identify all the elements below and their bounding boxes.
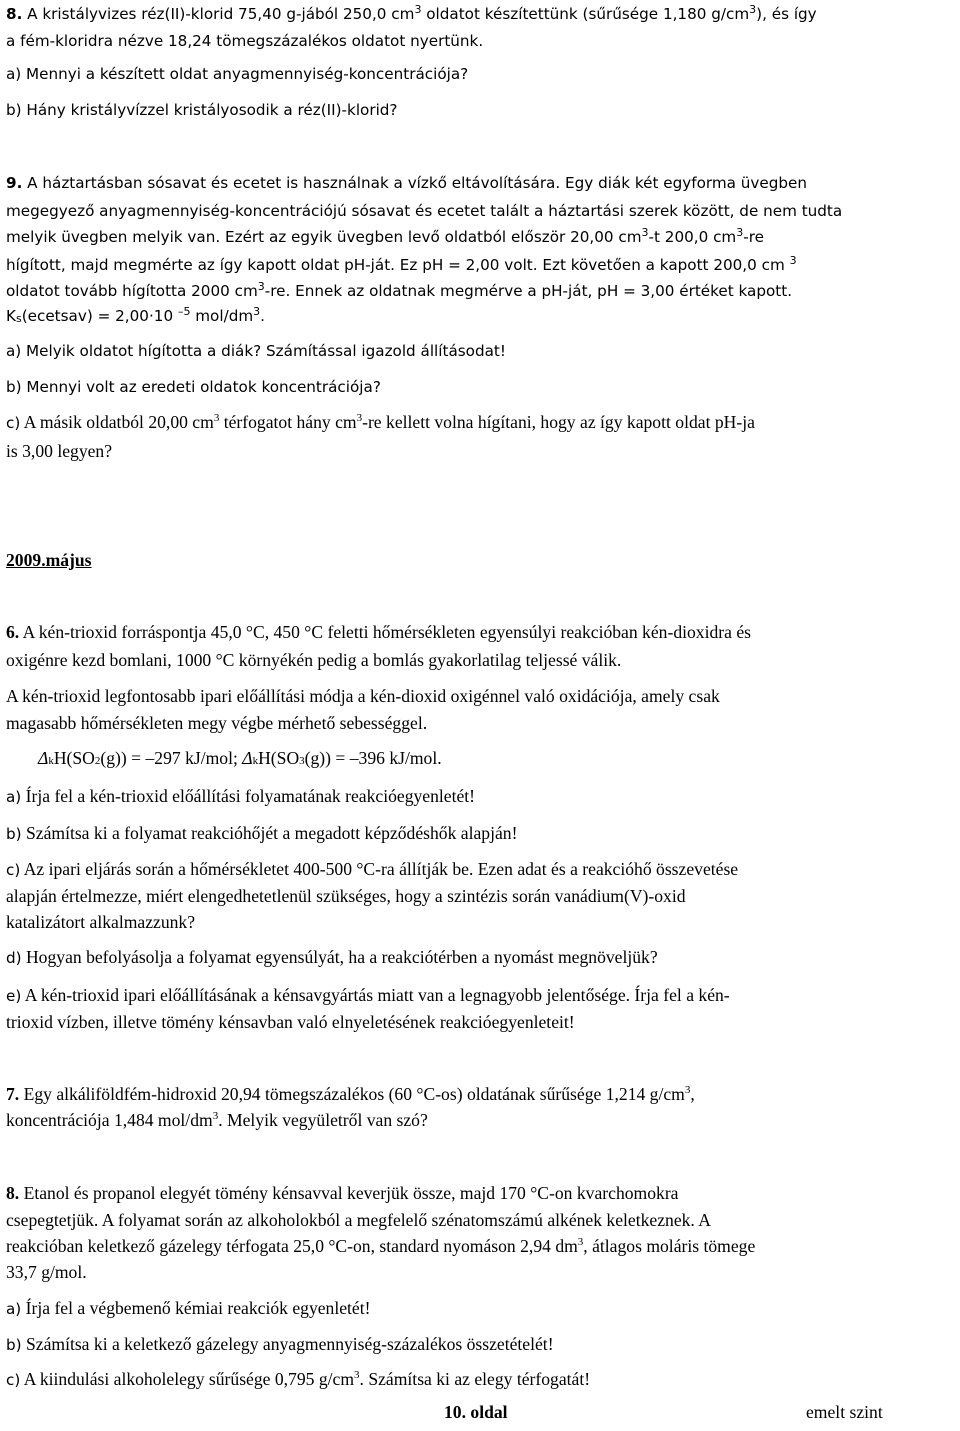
p9-line4: hígított, majd megmérte az így kapott oldat pH-ját. Ez pH = 2,00 volt. Ezt követően a kapott 200,0 cm $^3$ <box>6 254 797 274</box>
p6-line4: magasabb hőmérsékleten megy végbe mérhető sebességgel. <box>6 713 428 733</box>
p9-line5: oldatot tovább hígította 2000 $cm^3-re$. Ennek az oldatnak megmérve a pH-ját, pH = 3,00 értéket kapott. <box>6 280 793 300</box>
p9-question-c-line1: c) A másik oldatból 20,00 $cm^3$ térfogatot hány $cm^3-re$ kellett volna hígítani, hogy az így kapott oldat pH-ja <box>6 412 755 432</box>
p8b-question-b: b) Számítsa ki a keletkező gázelegy anyagmennyiség-százalékos összetételét! <box>6 1334 554 1354</box>
p9-question-c-line2: is 3,00 legyen? <box>6 441 113 461</box>
p8b-line4: 33,7 g/mol. <box>6 1262 87 1282</box>
p8b-question-c: c) A kiindulási alkoholelegy sűrűsége 0,795 $g/cm^3$. Számítsa ki az elegy térfogatát! <box>6 1369 591 1389</box>
p8-line1: 8. A kristályvizes réz(II)-klorid 75,40 g-jából 250,0 $cm^3$ oldatot készítettünk (sűrűsége 1,180 $g/cm^3$), és így <box>6 3 817 23</box>
p8b-line1: 8. Etanol és propanol elegyét tömény kénsavval keverjük össze, majd 170 °C-on kvarchomokra <box>6 1183 679 1203</box>
date-heading: 2009.május <box>6 550 92 570</box>
footer-page-number: 10. oldal <box>444 1402 508 1422</box>
p6-line2: oxigénre kezd bomlani, 1000 °C környékén pedig a bomlás gyakorlatilag teljessé válik. <box>6 650 622 670</box>
p6-line1: 6. A kén-trioxid forráspontja 45,0 °C, 450 °C feletti hőmérsékleten egyensúlyi reakcióban kén-dioxidra és <box>6 622 752 642</box>
p9-line3: melyik üvegben melyik van. Ezért az egyik üvegben levő oldatból először 20,00 $cm^3-t$ 200,0 $cm^3-re$ <box>6 226 764 246</box>
p8-question-b: b) Hány kristályvízzel kristályosodik a réz(II)-klorid? <box>6 101 398 119</box>
p9-line1: 9. A háztartásban sósavat és ecetet is használnak a vízkő eltávolítására. Egy diák két egyforma üvegben <box>6 174 807 192</box>
p6-question-e-line2: trioxid vízben, illetve tömény kénsavban való elnyeletésének reakcióegyenleteit! <box>6 1012 575 1032</box>
p9-ka-line: $K_s(ecetsav) = 2,00\cdot 10$ $^{-5}$ mol/$dm^3$. <box>6 305 265 325</box>
p8-question-a: a) Mennyi a készített oldat anyagmennyiség-koncentrációja? <box>6 65 469 83</box>
p7-line2: koncentrációja 1,484 mol/$dm^3$. Melyik vegyületről van szó? <box>6 1110 428 1130</box>
p8b-question-a: a) Írja fel a végbemenő kémiai reakciók egyenletét! <box>6 1298 371 1318</box>
p6-question-a: a) Írja fel a kén-trioxid előállítási folyamatának reakcióegyenletét! <box>6 786 476 806</box>
p6-question-c-line2: alapján értelmezze, miért elengedhetetlenül szükséges, hogy a szintézis során vanádium(V)-oxid <box>6 886 686 906</box>
p8b-line2: csepegtetjük. A folyamat során az alkoholokból a megfelelő szénatomszámú alkének keletkeznek. A <box>6 1210 711 1230</box>
p7-line1: 7. Egy alkáliföldfém-hidroxid 20,94 tömegszázalékos (60 °C-os) oldatának sűrűsége 1,214 $g/cm^3$, <box>6 1084 695 1104</box>
p6-question-d: d) Hogyan befolyásolja a folyamat egyensúlyát, ha a reakciótérben a nyomást megnöveljük? <box>6 947 658 967</box>
footer-level: emelt szint <box>806 1402 883 1422</box>
p9-question-b: b) Mennyi volt az eredeti oldatok koncentrációja? <box>6 378 381 396</box>
p9-question-a: a) Melyik oldatot hígította a diák? Számítással igazold állításodat! <box>6 342 506 360</box>
p6-question-c-line3: katalizátort alkalmazzunk? <box>6 912 196 932</box>
p6-question-e-line1: e) A kén-trioxid ipari előállításának a kénsavgyártás miatt van a legnagyobb jelentősége. Írja fel a kén- <box>6 985 730 1005</box>
p8b-line3: reakcióban keletkező gázelegy térfogata 25,0 °C-on, standard nyomáson 2,94 $dm^3$, átlagos moláris tömege <box>6 1236 756 1256</box>
p6-line3: A kén-trioxid legfontosabb ipari előállítási módja a kén-dioxid oxigénnel való oxidációja, amely csak <box>6 686 720 706</box>
p9-line2: megegyező anyagmennyiség-koncentrációjú sósavat és ecetet talált a háztartási szerek között, de nem tudta <box>6 202 843 220</box>
p8-line2: a fém-kloridra nézve 18,24 tömegszázalékos oldatot nyertünk. <box>6 32 484 50</box>
p6-question-c-line1: c) Az ipari eljárás során a hőmérsékletet 400-500 °C-ra állítják be. Ezen adat és a reakcióhő összevetése <box>6 859 739 879</box>
p6-equation: $\Delta_kH(SO_2(g)) = -297$ kJ/mol; $\Delta_kH(SO_3(g)) = -396$ kJ/mol. <box>38 748 442 768</box>
p6-question-b: b) Számítsa ki a folyamat reakcióhőjét a megadott képződéshők alapján! <box>6 823 518 843</box>
